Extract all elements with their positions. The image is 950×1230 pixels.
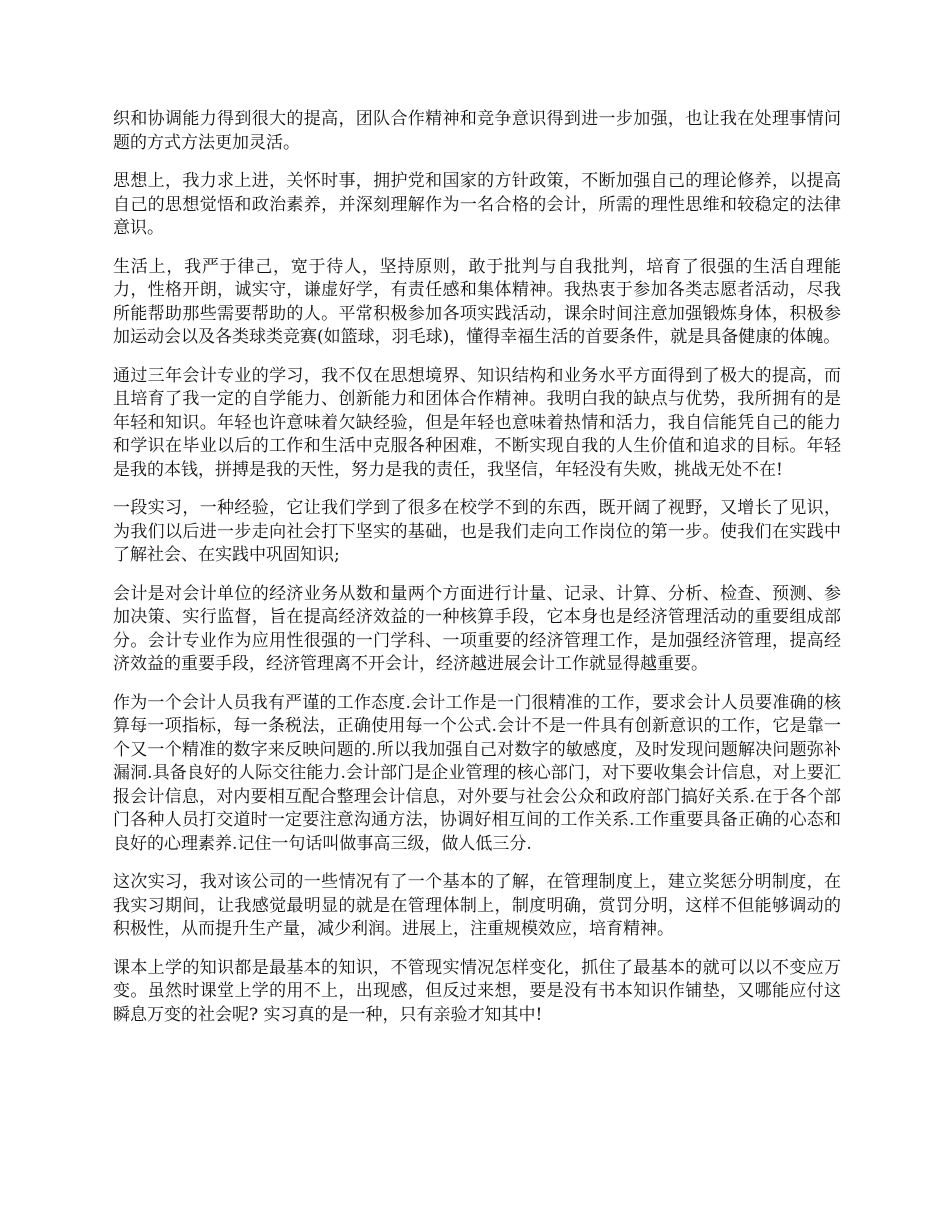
paragraph: 一段实习，一种经验，它让我们学到了很多在校学不到的东西，既开阔了视野，又增长了见识，为我们以后进一步走向社会打下坚实的基础，也是我们走向工作岗位的第一步。使我们在实践中了解社会、在实践中巩固知识; <box>113 498 841 565</box>
paragraph: 作为一个会计人员我有严谨的工作态度.会计工作是一门很精准的工作，要求会计人员要准确的核算每一项指标，每一条税法，正确使用每一个公式.会计不是一件具有创新意识的工作，它是靠一个又一个精准的数字来反映问题的.所以我加强自己对数字的敏感度，及时发现问题解决问题弥补漏洞.具备良好的人际交往能力.会计部门是企业管理的核心部门，对下要收集会计信息，对上要汇报会计信息，对内要相互配合整理会计信息，对外要与社会公众和政府部门搞好关系.在于各个部门各种人员打交道时一定要注意沟通方法，协调好相互间的工作关系.工作重要具备正确的心态和良好的心理素养.记住一句话叫做事高三级，做人低三分. <box>113 692 841 854</box>
paragraph: 思想上，我力求上进，关怀时事，拥护党和国家的方针政策，不断加强自己的理论修养，以提高自己的思想觉悟和政治素养，并深刻理解作为一名合格的会计，所需的理性思维和较稳定的法律意识。 <box>113 171 841 238</box>
paragraph: 织和协调能力得到很大的提高，团队合作精神和竞争意识得到进一步加强，也让我在处理事情问题的方式方法更加灵活。 <box>113 109 841 153</box>
paragraph: 这次实习，我对该公司的一些情况有了一个基本的了解，在管理制度上，建立奖惩分明制度，在我实习期间，让我感觉最明显的就是在管理体制上，制度明确，赏罚分明，这样不但能够调动的积极性，从而提升生产量，减少利润。进展上，注重规模效应，培育精神。 <box>113 872 841 939</box>
paragraph: 通过三年会计专业的学习，我不仅在思想境界、知识结构和业务水平方面得到了极大的提高，而且培育了我一定的自学能力、创新能力和团体合作精神。我明白我的缺点与优势，我所拥有的是年轻和知识。年轻也许意味着欠缺经验，但是年轻也意味着热情和活力，我自信能凭自己的能力和学识在毕业以后的工作和生活中克服各种困难，不断实现自我的人生价值和追求的目标。年轻是我的本钱，拼搏是我的天性，努力是我的责任，我坚信，年轻没有失败，挑战无处不在! <box>113 365 841 480</box>
paragraph: 生活上，我严于律己，宽于待人，坚持原则，敢于批判与自我批判，培育了很强的生活自理能力，性格开朗，诚实守，谦虚好学，有责任感和集体精神。我热衷于参加各类志愿者活动，尽我所能帮助那些需要帮助的人。平常积极参加各项实践活动，课余时间注意加强锻炼身体，积极参加运动会以及各类球类竞赛(如篮球，羽毛球)，懂得幸福生活的首要条件，就是具备健康的体魄。 <box>113 256 841 347</box>
document-body <box>113 108 841 1042</box>
paragraph: 课本上学的知识都是最基本的知识，不管现实情况怎样变化，抓住了最基本的就可以以不变应万变。虽然时课堂上学的用不上，出现感，但反过来想，要是没有书本知识作铺垫，又哪能应付这瞬息万变的社会呢? 实习真的是一种，只有亲验才知其中! <box>113 957 841 1025</box>
paragraph: 会计是对会计单位的经济业务从数和量两个方面进行计量、记录、计算、分析、检查、预测、参加决策、实行监督，旨在提高经济效益的一种核算手段，它本身也是经济管理活动的重要组成部分。会计专业作为应用性很强的一门学科、一项重要的经济管理工作，是加强经济管理，提高经济效益的重要手段，经济管理离不开会计，经济越进展会计工作就显得越重要。 <box>113 583 841 674</box>
